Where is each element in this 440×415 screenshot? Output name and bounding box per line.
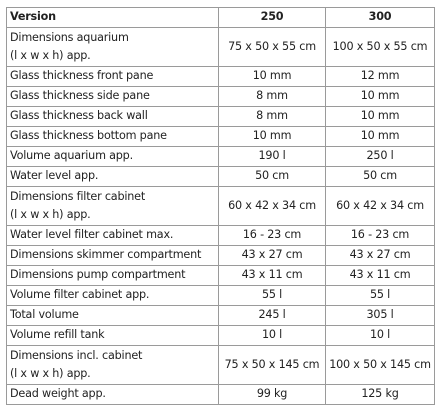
row-label: Volume refill tank: [7, 326, 219, 346]
table-row: [7, 226, 435, 246]
value-300: 50 cm: [326, 167, 435, 187]
value-250: 10 mm: [219, 67, 326, 87]
value-250: 43 x 27 cm: [219, 246, 326, 266]
value-250: 75 x 50 x 145 cm: [219, 346, 326, 385]
value-300: 60 x 42 x 34 cm: [326, 187, 435, 226]
table-row: [7, 107, 435, 127]
table-row: [7, 326, 435, 346]
value-300: 100 x 50 x 145 cm: [326, 346, 435, 385]
value-300: 55 l: [326, 286, 435, 306]
row-label: Dimensions pump compartment: [7, 266, 219, 286]
value-250: 190 l: [219, 147, 326, 167]
value-250: 50 cm: [219, 167, 326, 187]
value-250: 60 x 42 x 34 cm: [219, 187, 326, 226]
value-250: 43 x 11 cm: [219, 266, 326, 286]
row-label: Dimensions skimmer compartment: [7, 246, 219, 266]
table-row: [7, 87, 435, 107]
header-250: 250: [219, 8, 326, 28]
row-label: Volume filter cabinet app.: [7, 286, 219, 306]
value-300: 10 l: [326, 326, 435, 346]
value-250: 16 - 23 cm: [219, 226, 326, 246]
value-300: 305 l: [326, 306, 435, 326]
spec-table-body: [7, 28, 435, 405]
value-250: 10 l: [219, 326, 326, 346]
value-300: 10 mm: [326, 127, 435, 147]
header-version: Version: [7, 8, 219, 28]
value-250: 99 kg: [219, 385, 326, 405]
table-row: [7, 306, 435, 326]
row-label: Glass thickness front pane: [7, 67, 219, 87]
row-label: Dimensions incl. cabinet (l x w x h) app.: [7, 346, 219, 385]
value-300: 43 x 11 cm: [326, 266, 435, 286]
row-label: Volume aquarium app.: [7, 147, 219, 167]
table-row: [7, 127, 435, 147]
row-label: Dead weight app.: [7, 385, 219, 405]
table-row: [7, 147, 435, 167]
header-row: [7, 8, 435, 28]
value-250: 8 mm: [219, 107, 326, 127]
row-label: Dimensions filter cabinet (l x w x h) app.: [7, 187, 219, 226]
row-label: Total volume: [7, 306, 219, 326]
spec-table-header: [7, 8, 435, 28]
row-label: Glass thickness side pane: [7, 87, 219, 107]
spec-table: [6, 7, 435, 405]
value-300: 10 mm: [326, 107, 435, 127]
table-row: [7, 167, 435, 187]
row-label: Glass thickness back wall: [7, 107, 219, 127]
row-label: Dimensions aquarium (l x w x h) app.: [7, 28, 219, 67]
value-250: 8 mm: [219, 87, 326, 107]
row-label: Water level app.: [7, 167, 219, 187]
header-300: 300: [326, 8, 435, 28]
value-300: 125 kg: [326, 385, 435, 405]
row-label: Water level filter cabinet max.: [7, 226, 219, 246]
table-row: [7, 67, 435, 87]
value-250: 55 l: [219, 286, 326, 306]
table-row: [7, 28, 435, 67]
table-row: [7, 246, 435, 266]
spec-table-container: [6, 7, 435, 405]
table-row: [7, 187, 435, 226]
value-250: 75 x 50 x 55 cm: [219, 28, 326, 67]
table-row: [7, 286, 435, 306]
value-300: 12 mm: [326, 67, 435, 87]
table-row: [7, 266, 435, 286]
table-row: [7, 385, 435, 405]
table-row: [7, 346, 435, 385]
row-label: Glass thickness bottom pane: [7, 127, 219, 147]
value-300: 43 x 27 cm: [326, 246, 435, 266]
value-250: 245 l: [219, 306, 326, 326]
value-300: 100 x 50 x 55 cm: [326, 28, 435, 67]
value-300: 10 mm: [326, 87, 435, 107]
value-250: 10 mm: [219, 127, 326, 147]
value-300: 16 - 23 cm: [326, 226, 435, 246]
value-300: 250 l: [326, 147, 435, 167]
